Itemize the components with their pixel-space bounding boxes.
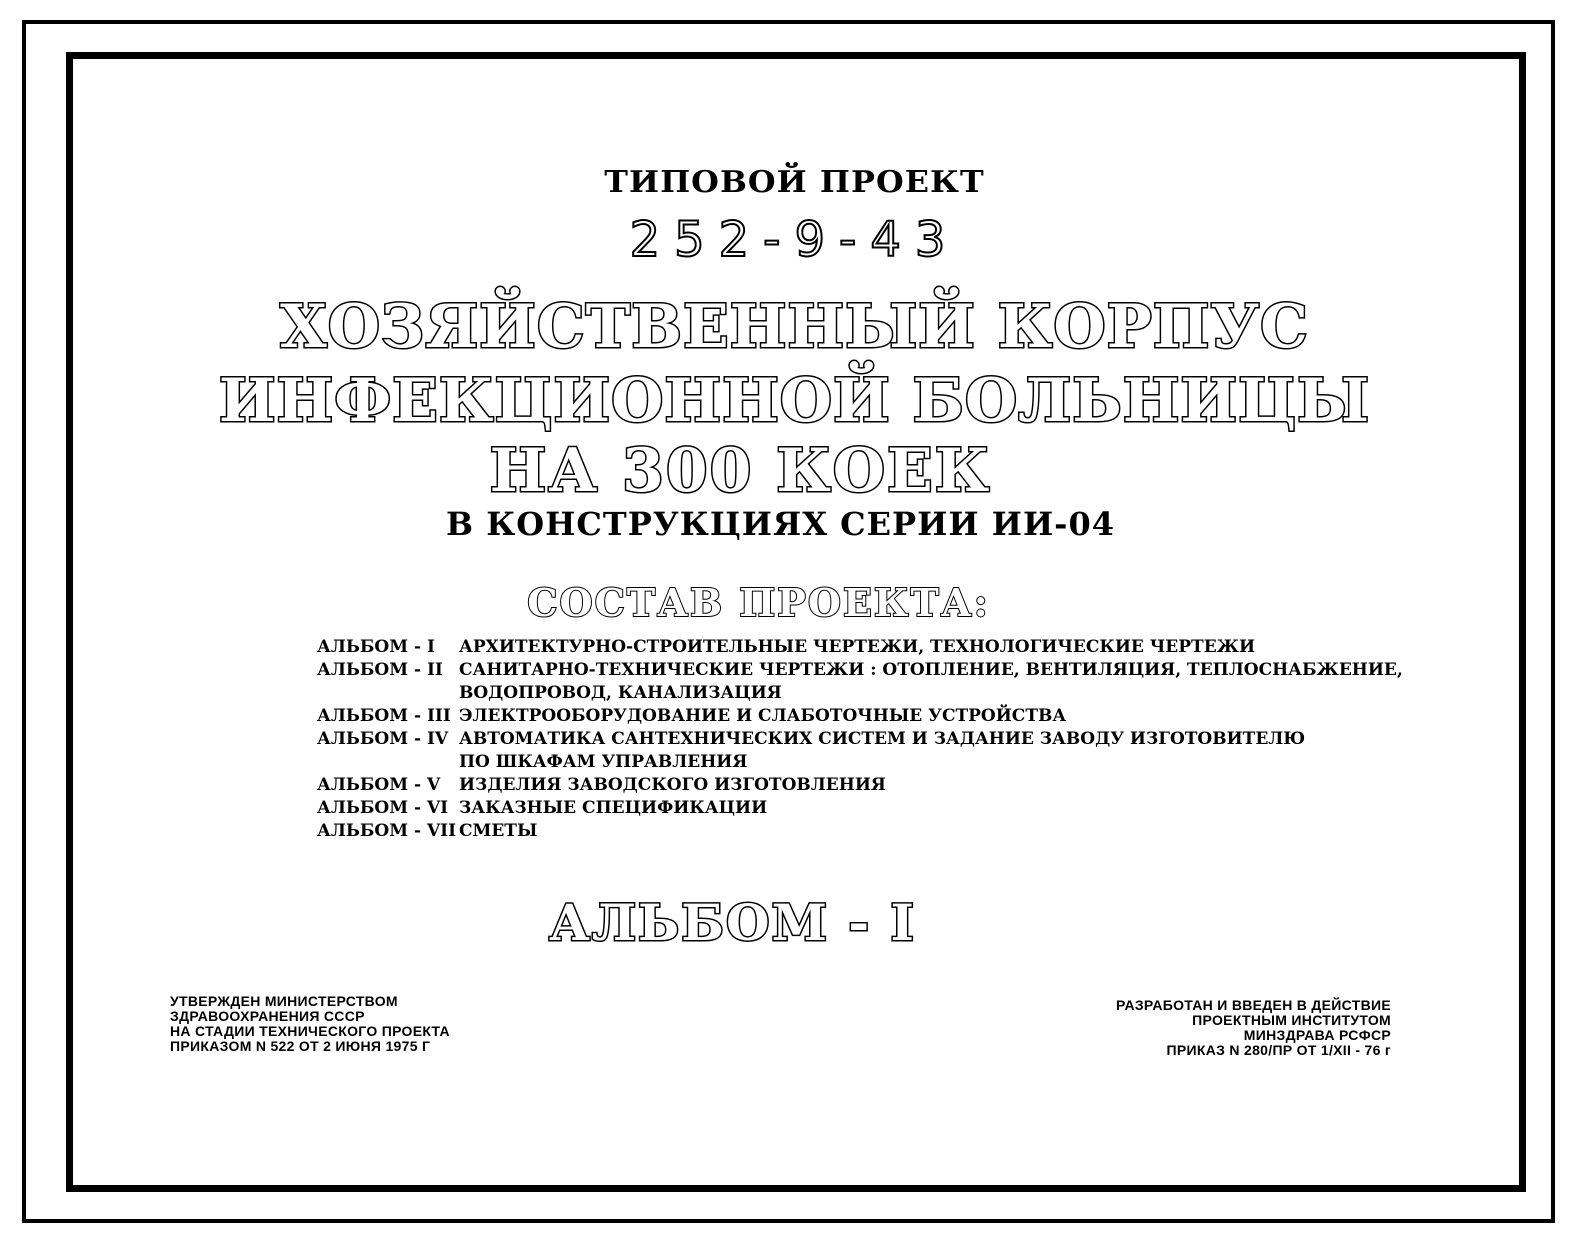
composition-heading: СОСТАВ ПРОЕКТА:: [527, 580, 990, 625]
current-album-title: АЛЬБОМ - I: [549, 893, 916, 952]
title-line-3: НА 300 КОЕК: [489, 436, 992, 506]
album-list-item: [317, 659, 1403, 705]
project-kind: ТИПОВОЙ ПРОЕКТ: [604, 165, 985, 200]
title-line-1: ХОЗЯЙСТВЕННЫЙ КОРПУС: [280, 292, 1309, 362]
title-subtitle: В КОНСТРУКЦИЯХ СЕРИИ ИИ-04: [446, 505, 1115, 543]
project-number: 252-9-43: [629, 212, 960, 268]
album-list-item: [317, 797, 1403, 820]
album-description: [459, 774, 886, 797]
album-description-line: САНИТАРНО-ТЕХНИЧЕСКИЕ ЧЕРТЕЖИ : ОТОПЛЕНИЕ, ВЕНТИЛЯЦИЯ, ТЕПЛОСНАБЖЕНИЕ,: [459, 660, 1403, 680]
album-description: [459, 705, 1066, 728]
developer-note: [1116, 998, 1391, 1058]
album-description-line: ЗАКАЗНЫЕ СПЕЦИФИКАЦИИ: [459, 798, 768, 818]
album-code: АЛЬБОМ - II: [317, 660, 443, 680]
developer-note-line: ПРИКАЗ N 280/ПР ОТ 1/XII - 76 г: [1166, 1042, 1391, 1058]
album-description: [459, 797, 767, 820]
album-description: [459, 659, 1403, 705]
album-list: [317, 636, 1403, 843]
album-description-line: ИЗДЕЛИЯ ЗАВОДСКОГО ИЗГОТОВЛЕНИЯ: [459, 775, 886, 795]
album-description-line: ПО ШКАФАМ УПРАВЛЕНИЯ: [459, 752, 748, 772]
approval-note-line: УТВЕРЖДЕН МИНИСТЕРСТВОМ: [170, 993, 398, 1009]
album-description: [459, 636, 1255, 659]
album-description: [459, 728, 1305, 774]
developer-note-line: МИНЗДРАВА РСФСР: [1243, 1027, 1391, 1043]
album-list-item: [317, 820, 1403, 843]
album-code: АЛЬБОМ - VI: [317, 798, 449, 818]
approval-note-line: НА СТАДИИ ТЕХНИЧЕСКОГО ПРОЕКТА: [170, 1023, 450, 1039]
album-description-line: АРХИТЕКТУРНО-СТРОИТЕЛЬНЫЕ ЧЕРТЕЖИ, ТЕХНОЛОГИЧЕСКИЕ ЧЕРТЕЖИ: [459, 637, 1256, 657]
album-code: АЛЬБОМ - III: [317, 706, 451, 726]
approval-note-line: ПРИКАЗОМ N 522 ОТ 2 ИЮНЯ 1975 Г: [170, 1038, 431, 1054]
album-code: АЛЬБОМ - I: [317, 637, 435, 657]
album-description-line: СМЕТЫ: [459, 821, 538, 841]
album-code: АЛЬБОМ - V: [317, 775, 441, 795]
album-list-item: [317, 636, 1403, 659]
album-list-item: [317, 774, 1403, 797]
album-description-line: ЭЛЕКТРООБОРУДОВАНИЕ И СЛАБОТОЧНЫЕ УСТРОЙСТВА: [459, 706, 1067, 726]
album-description-line: ВОДОПРОВОД, КАНАЛИЗАЦИЯ: [459, 683, 782, 703]
album-code: АЛЬБОМ - VII: [317, 821, 457, 841]
album-code: АЛЬБОМ - IV: [317, 729, 449, 749]
album-list-item: [317, 728, 1403, 774]
album-description: [459, 820, 537, 843]
album-description-line: АВТОМАТИКА САНТЕХНИЧЕСКИХ СИСТЕМ И ЗАДАНИЕ ЗАВОДУ ИЗГОТОВИТЕЛЮ: [459, 729, 1306, 749]
approval-note-line: ЗДРАВООХРАНЕНИЯ СССР: [170, 1008, 365, 1024]
album-list-item: [317, 705, 1403, 728]
approval-note: [170, 994, 450, 1054]
developer-note-line: ПРОЕКТНЫМ ИНСТИТУТОМ: [1192, 1012, 1391, 1028]
title-line-2: ИНФЕКЦИОННОЙ БОЛЬНИЦЫ: [218, 366, 1371, 436]
developer-note-line: РАЗРАБОТАН И ВВЕДЕН В ДЕЙСТВИЕ: [1116, 997, 1391, 1013]
